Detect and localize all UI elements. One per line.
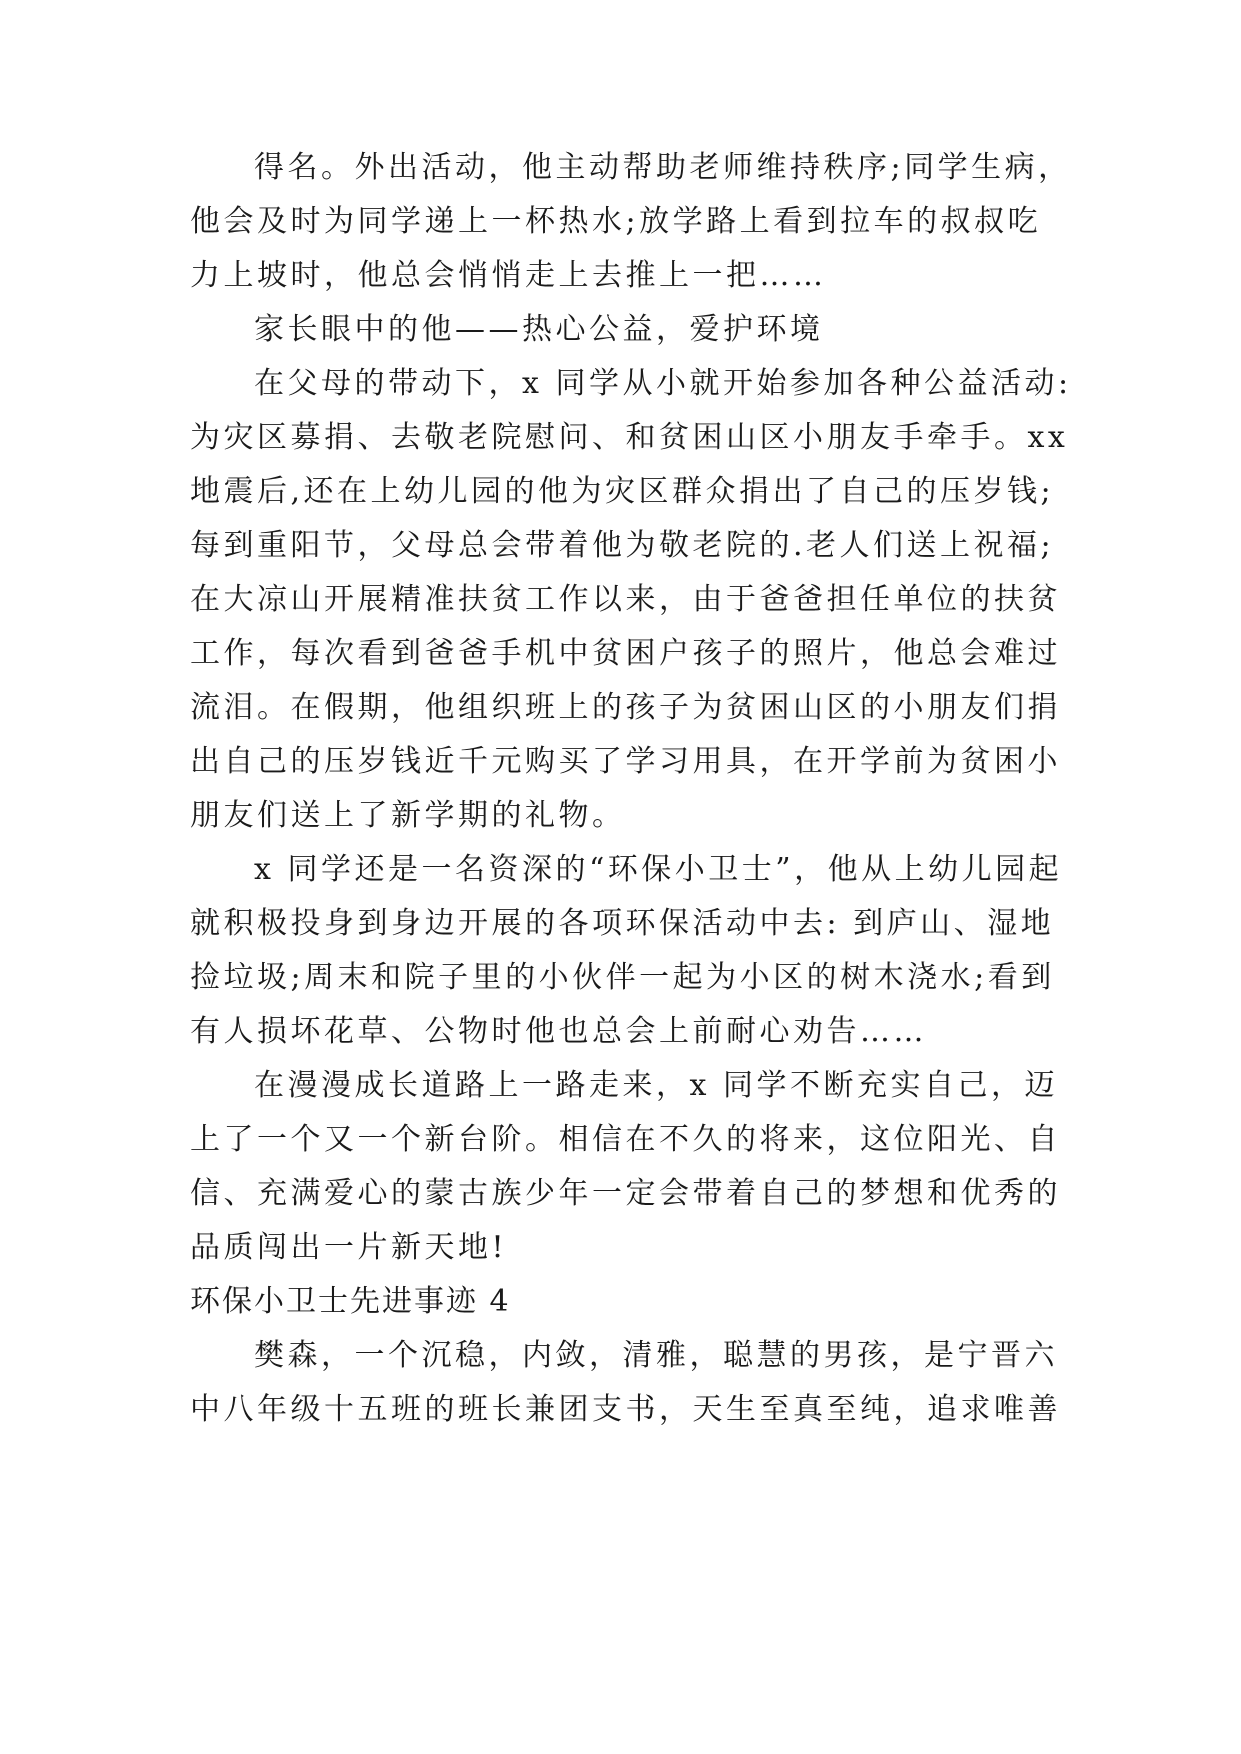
section-heading: 环保小卫士先进事迹 4 <box>190 1284 511 1319</box>
text-line: 在父母的带动下，x 同学从小就开始参加各种公益活动: <box>254 366 1072 401</box>
text-line: 地震后,还在上幼儿园的他为灾区群众捐出了自己的压岁钱; <box>190 474 1055 509</box>
text-line: 在漫漫成长道路上一路走来，x 同学不断充实自己，迈 <box>254 1068 1058 1103</box>
text-line: 在大凉山开展精准扶贫工作以来，由于爸爸担任单位的扶贫 <box>190 582 1061 617</box>
text-line: 每到重阳节，父母总会带着他为敬老院的.老人们送上祝福; <box>190 528 1055 563</box>
text-line: 得名。外出活动，他主动帮助老师维持秩序;同学生病， <box>254 150 1072 185</box>
text-line: 朋友们送上了新学期的礼物。 <box>190 798 626 833</box>
text-line: 中八年级十五班的班长兼团支书，天生至真至纯，追求唯善 <box>190 1392 1061 1427</box>
text-line: 捡垃圾;周末和院子里的小伙伴一起为小区的树木浇水;看到 <box>190 960 1055 995</box>
text-line: 为灾区募捐、去敬老院慰问、和贫困山区小朋友手牵手。xx <box>190 420 1069 455</box>
section-subtitle: 家长眼中的他——热心公益，爱护环境 <box>254 312 824 347</box>
text-line: 品质闯出一片新天地! <box>190 1230 508 1265</box>
text-line: 工作，每次看到爸爸手机中贫困户孩子的照片，他总会难过 <box>190 636 1061 671</box>
text-line: x 同学还是一名资深的“环保小卫士”，他从上幼儿园起 <box>254 852 1063 887</box>
text-line: 出自己的压岁钱近千元购买了学习用具，在开学前为贫困小 <box>190 744 1061 779</box>
text-line: 上了一个又一个新台阶。相信在不久的将来，这位阳光、自 <box>190 1122 1061 1157</box>
text-line: 樊森，一个沉稳，内敛，清雅，聪慧的男孩，是宁晋六 <box>254 1338 1058 1373</box>
text-line: 就积极投身到身边开展的各项环保活动中去: 到庐山、湿地 <box>190 906 1055 941</box>
text-line: 有人损坏花草、公物时他也总会上前耐心劝告…… <box>190 1014 927 1049</box>
text-line: 力上坡时，他总会悄悄走上去推上一把…… <box>190 258 827 293</box>
text-line: 流泪。在假期，他组织班上的孩子为贫困山区的小朋友们捐 <box>190 690 1061 725</box>
text-line: 他会及时为同学递上一杯热水;放学路上看到拉车的叔叔吃 <box>190 204 1042 239</box>
text-line: 信、充满爱心的蒙古族少年一定会带着自己的梦想和优秀的 <box>190 1176 1061 1211</box>
